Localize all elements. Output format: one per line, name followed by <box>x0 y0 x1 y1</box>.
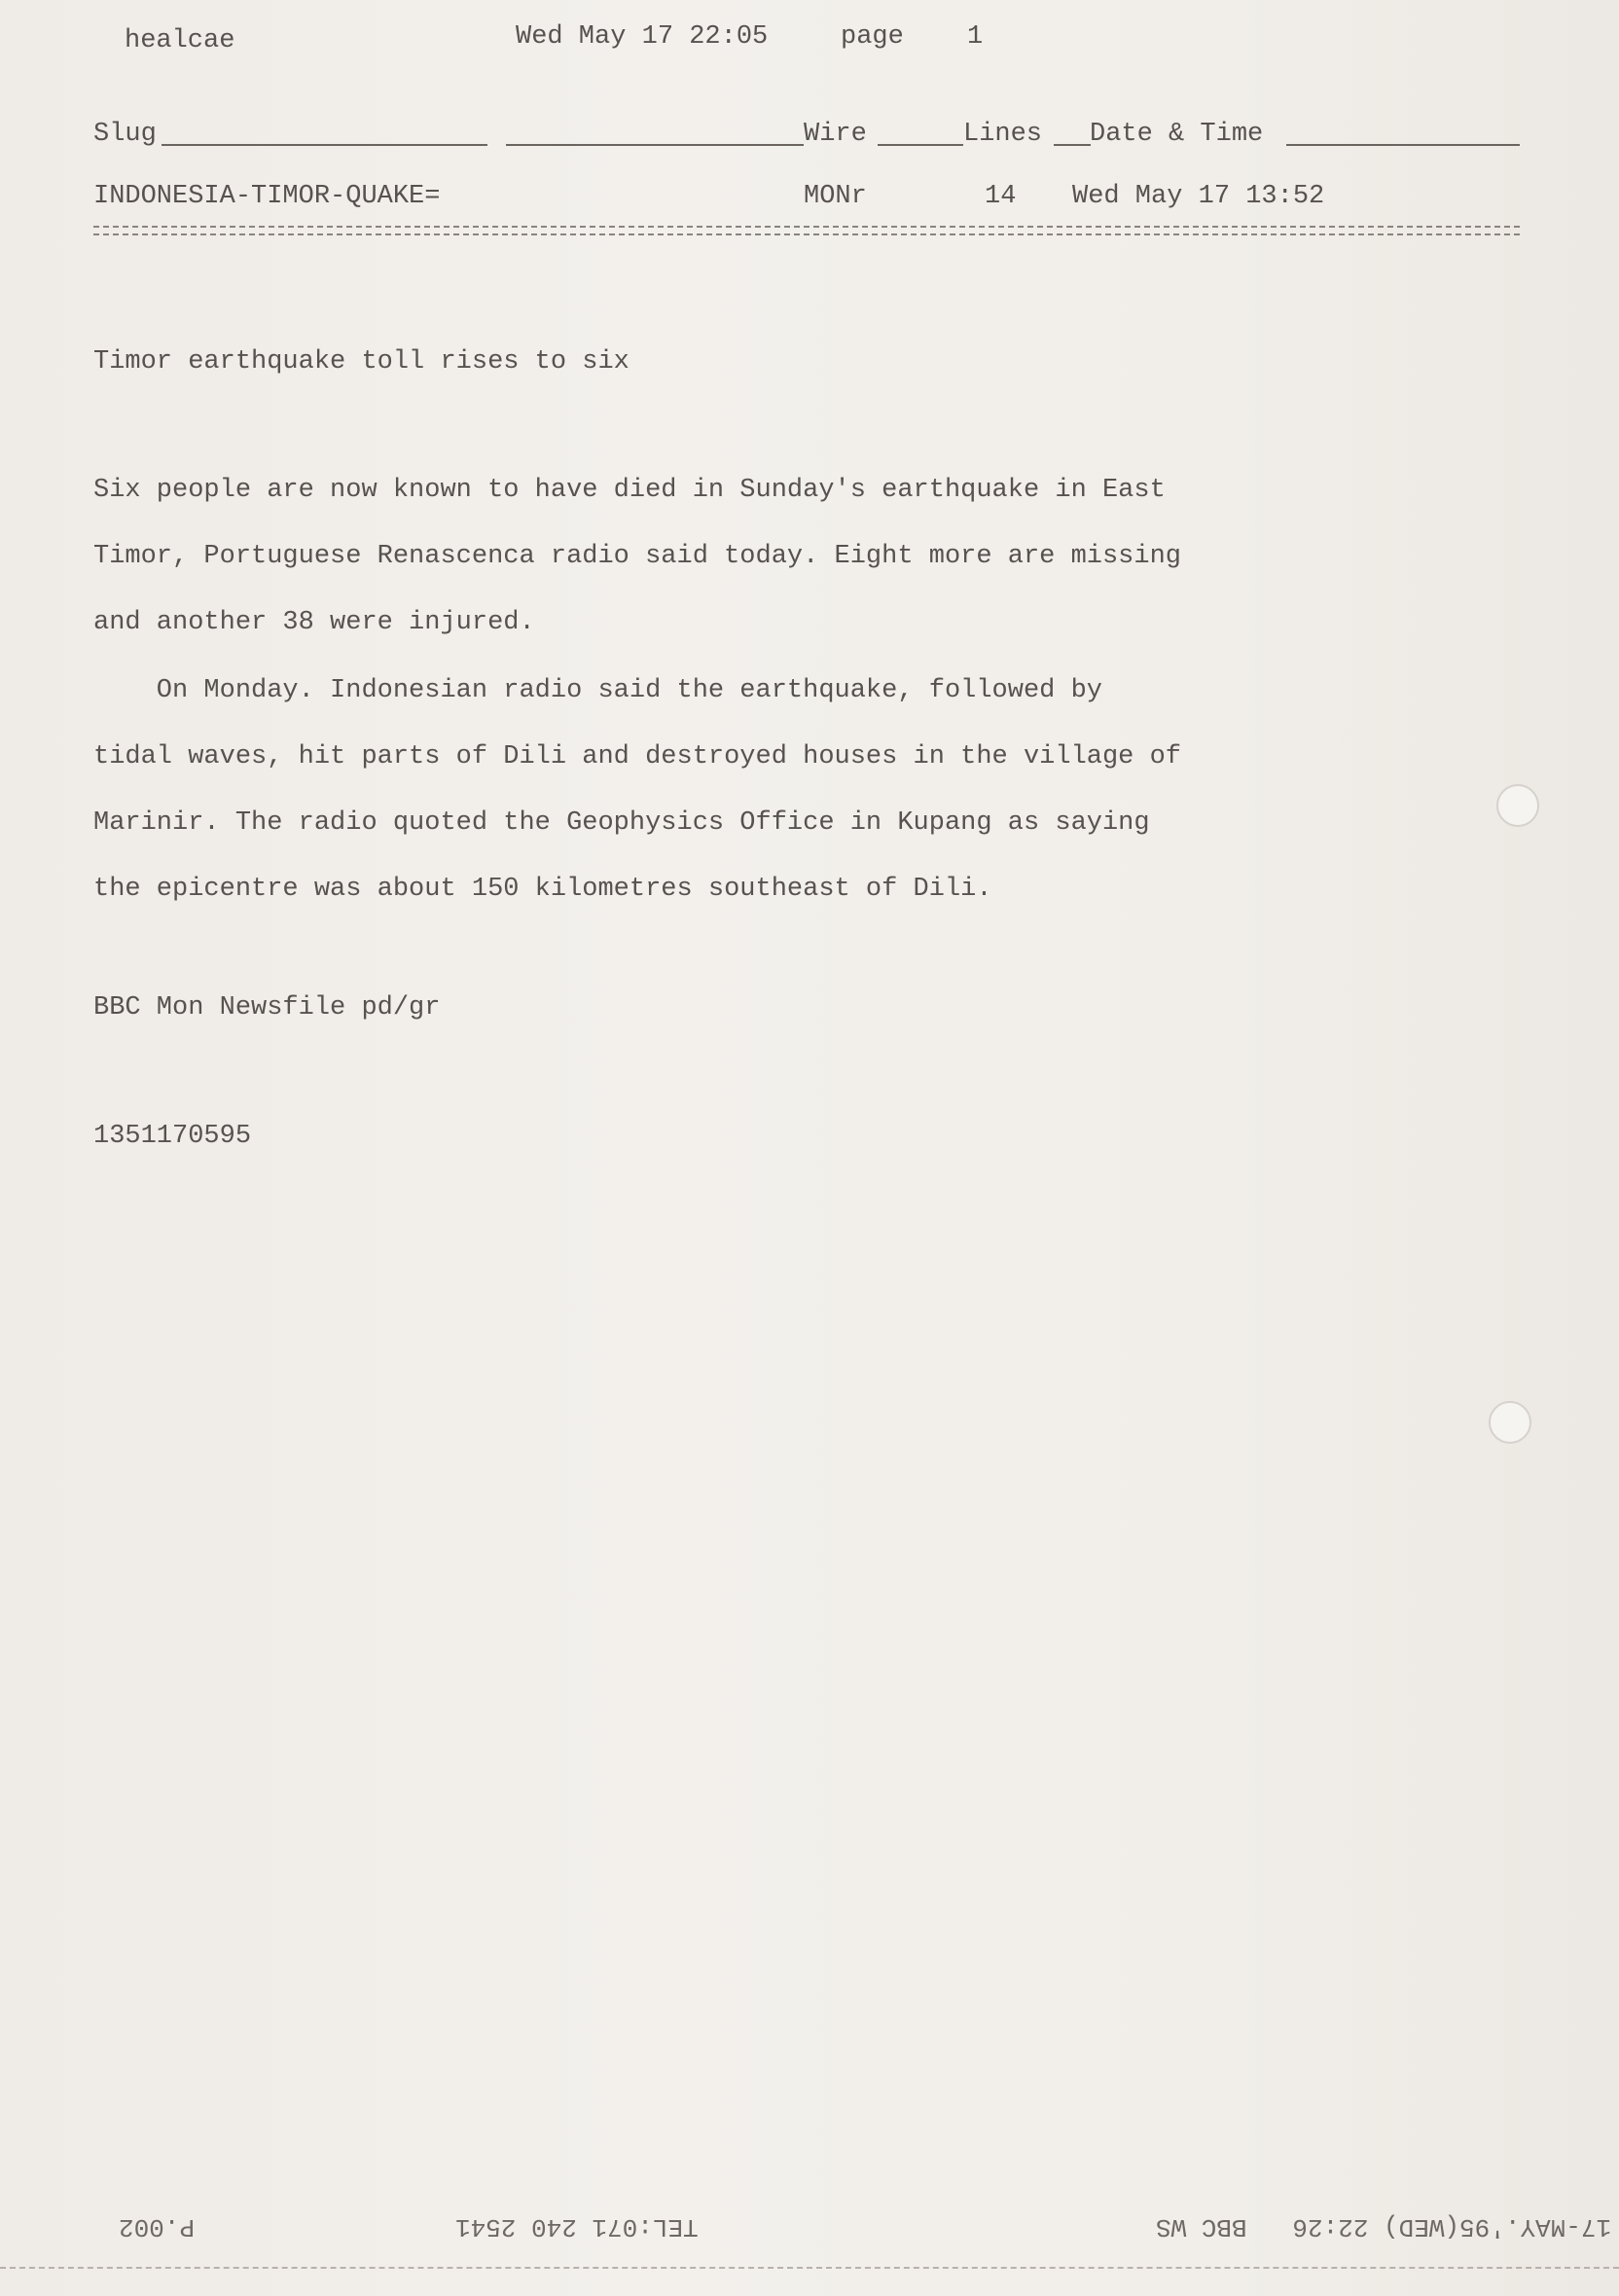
datetime-value: Wed May 17 13:52 <box>1072 182 1325 211</box>
fax-tel: TEL:071 240 2541 <box>455 2212 699 2242</box>
lines-label: Lines <box>963 120 1043 149</box>
text-line: Marinir. The radio quoted the Geophysics Office in Kupang as saying <box>93 808 1150 838</box>
punch-hole <box>1489 1401 1531 1444</box>
fax-page: P.002 <box>119 2212 196 2242</box>
lines-underline <box>1054 144 1091 146</box>
fax-stamp: 17-MAY.'95(WED) 22:26 BBC WS <box>1156 2212 1612 2242</box>
story-paragraph-1 <box>93 457 1456 656</box>
text-line: the epicentre was about 150 kilometres southeast of Dili. <box>93 875 992 904</box>
datetime-underline <box>1286 144 1520 146</box>
wire-underline <box>878 144 963 146</box>
slug-value: INDONESIA-TIMOR-QUAKE= <box>93 182 441 211</box>
fax-dashed-edge <box>0 2267 1619 2269</box>
double-dashed-divider <box>93 226 1520 235</box>
text-line: Timor, Portuguese Renascenca radio said today. Eight more are missing <box>93 542 1181 571</box>
wire-value: MONr <box>804 182 867 211</box>
story-signature: BBC Mon Newsfile pd/gr <box>93 993 441 1022</box>
header-date: Wed May 17 22:05 <box>516 22 769 52</box>
header-page-number: 1 <box>967 22 984 52</box>
text-line: and another 38 were injured. <box>93 608 535 637</box>
header-id: healcae <box>125 26 235 55</box>
punch-hole <box>1496 784 1539 827</box>
wire-label: Wire <box>804 120 867 149</box>
text-line: On Monday. Indonesian radio said the earthquake, followed by <box>93 676 1102 705</box>
header-page-label: page <box>841 22 904 52</box>
lines-value: 14 <box>985 182 1017 211</box>
story-headline: Timor earthquake toll rises to six <box>93 347 630 377</box>
slug-underline <box>162 144 487 146</box>
story-paragraph-2 <box>93 658 1456 922</box>
slug-label: Slug <box>93 120 157 149</box>
story-number: 1351170595 <box>93 1122 252 1151</box>
text-line: tidal waves, hit parts of Dili and destroyed houses in the village of <box>93 742 1181 771</box>
text-line: Six people are now known to have died in Sunday's earthquake in East <box>93 476 1166 505</box>
slug-underline-2 <box>506 144 804 146</box>
datetime-label: Date & Time <box>1090 120 1264 149</box>
